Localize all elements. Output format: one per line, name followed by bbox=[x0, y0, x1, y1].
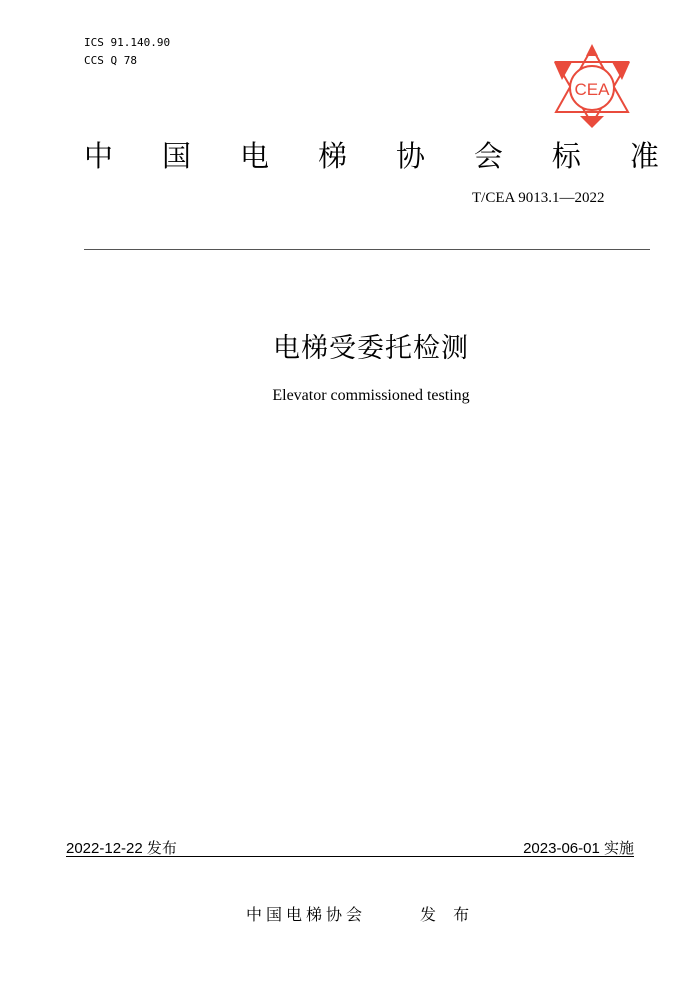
ccs-code: CCS Q 78 bbox=[84, 54, 137, 67]
standard-number: T/CEA 9013.1—2022 bbox=[472, 190, 605, 206]
org-char: 中 bbox=[84, 139, 114, 173]
logo-text: CEA bbox=[574, 80, 610, 99]
org-char: 会 bbox=[473, 139, 503, 173]
association-standard-title bbox=[84, 136, 659, 176]
ics-code: ICS 91.140.90 bbox=[84, 36, 171, 49]
issue-date: 2022-12-22 发布 bbox=[66, 840, 177, 857]
document-title-english: Elevator commissioned testing bbox=[272, 387, 470, 404]
org-char: 电 bbox=[239, 139, 269, 173]
cea-logo bbox=[552, 42, 632, 130]
publisher-name: 中国电梯协会 bbox=[246, 905, 367, 924]
org-char: 准 bbox=[629, 139, 659, 173]
org-char: 标 bbox=[551, 139, 581, 173]
document-title-chinese: 电梯受委托检测 bbox=[273, 333, 469, 364]
header-divider bbox=[84, 249, 650, 250]
org-char: 协 bbox=[395, 139, 425, 173]
footer-divider bbox=[66, 856, 634, 857]
implementation-date: 2023-06-01 实施 bbox=[523, 840, 634, 857]
publish-label: 发 布 bbox=[420, 905, 476, 924]
org-char: 国 bbox=[161, 139, 191, 173]
org-char: 梯 bbox=[317, 139, 347, 173]
